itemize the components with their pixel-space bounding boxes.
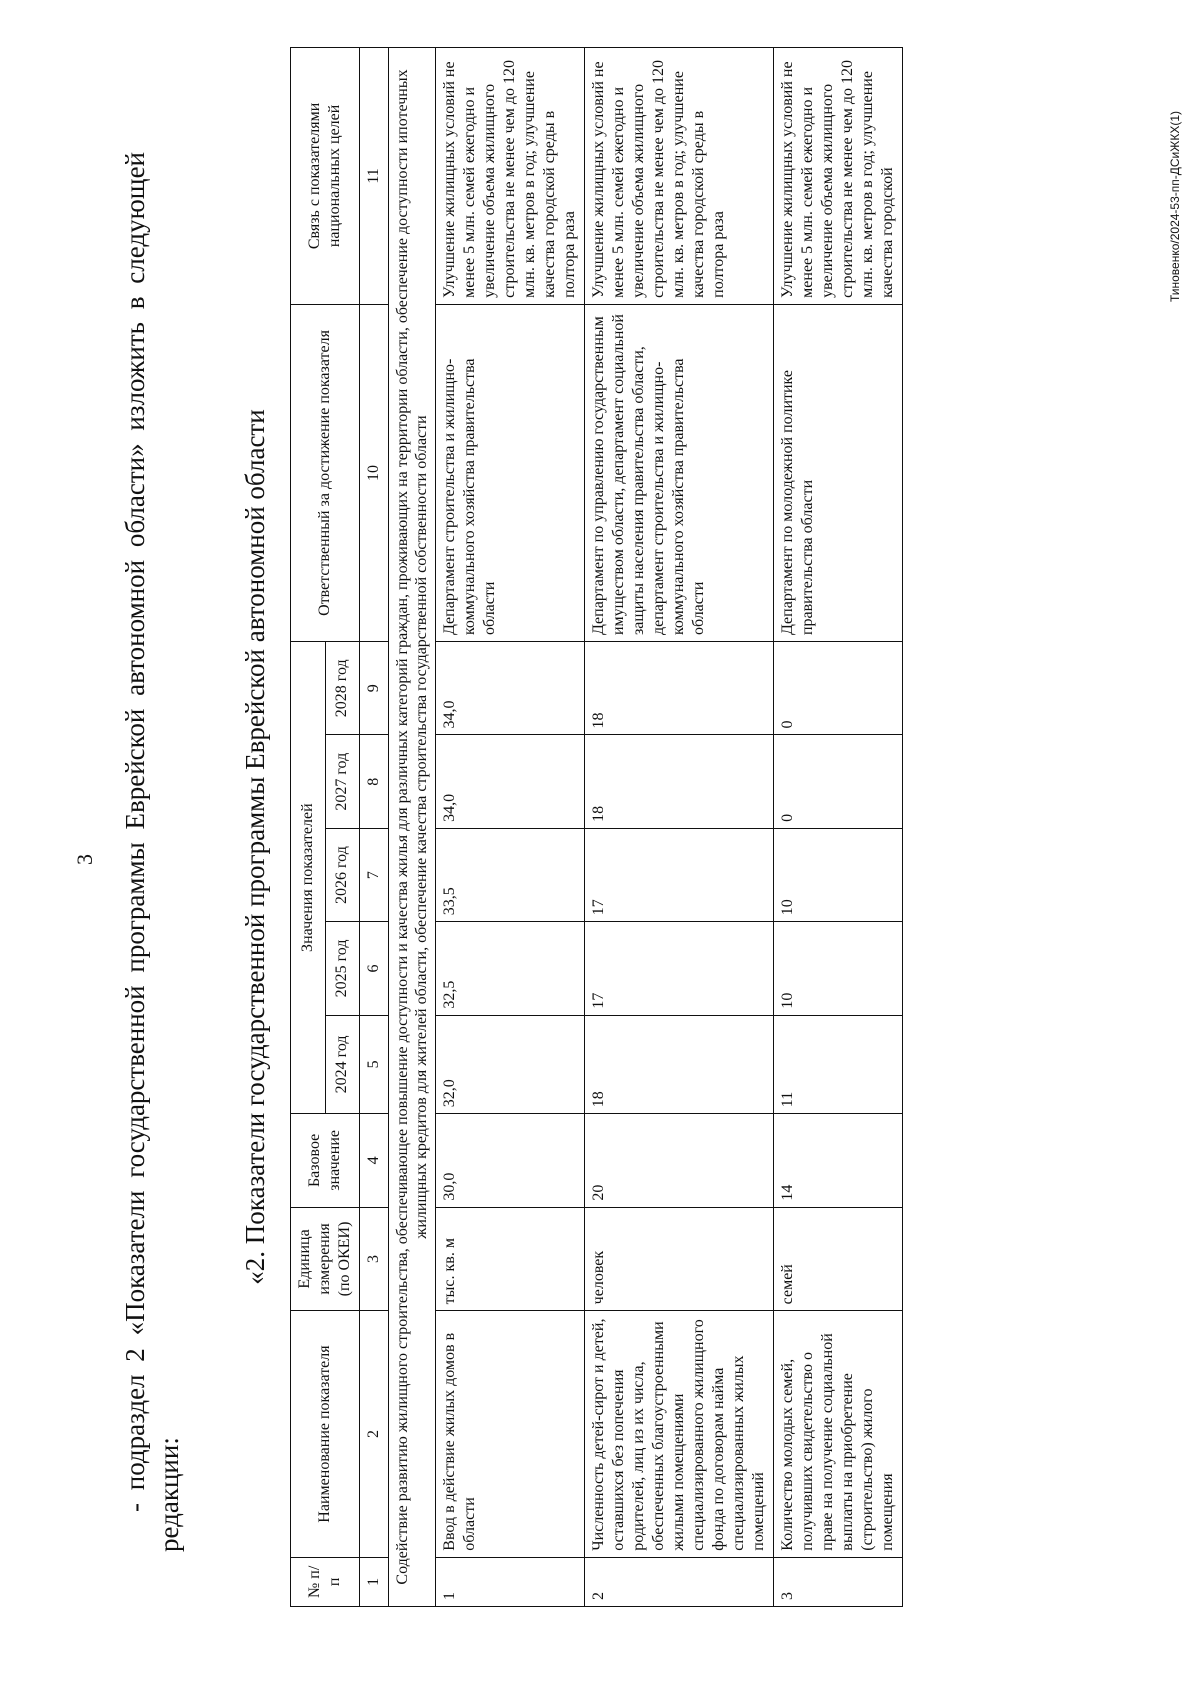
row-value-2028: 34,0 (436, 642, 585, 735)
row-national-goal-link: Улучшение жилищных условий не менее 5 млн. семей ежегодно и увеличение объема жилищного строительства не менее чем до 120 млн. кв. метров в год; улучшение качества городской среды в полтора раза (436, 48, 585, 305)
row-value-2026: 33,5 (436, 828, 585, 921)
row-value-2028: 0 (774, 642, 903, 735)
intro-paragraph: - подраздел 2 «Показатели государственной программы Еврейской автономной области» изложить в следующей редакции: (120, 152, 184, 1552)
header-year-2025: 2025 год (325, 922, 360, 1015)
page-number: 3 (72, 854, 97, 865)
table-row (585, 48, 774, 1607)
row-value-2025: 17 (585, 922, 774, 1015)
header-year-2027: 2027 год (325, 735, 360, 828)
row-unit: семей (774, 1207, 903, 1311)
header-row-1 (291, 48, 326, 1607)
column-number: 10 (360, 304, 389, 641)
column-number: 1 (360, 1557, 389, 1606)
row-base-value: 20 (585, 1114, 774, 1207)
header-unit: Единица измерения (по ОКЕИ) (291, 1207, 360, 1311)
row-indicator-name: Численность детей-сирот и детей, оставшихся без попечения родителей, лиц из их числа, обеспеченных благоустроенными жилыми помещениями специализированного жилищного фонда по договорам найма специализированных жилых помещений (585, 1311, 774, 1557)
row-base-value: 14 (774, 1114, 903, 1207)
header-num: № п/п (291, 1557, 360, 1606)
column-number-row (360, 48, 389, 1607)
column-number: 3 (360, 1207, 389, 1311)
row-value-2025: 10 (774, 922, 903, 1015)
row-national-goal-link: Улучшение жилищных условий не менее 5 млн. семей ежегодно и увеличение объема жилищного строительства не менее чем до 120 млн. кв. метров в год; улучшение качества городской (774, 48, 903, 305)
row-unit: тыс. кв. м (436, 1207, 585, 1311)
header-year-2028: 2028 год (325, 642, 360, 735)
header-year-2024: 2024 год (325, 1015, 360, 1114)
row-num: 3 (774, 1557, 903, 1606)
row-num: 2 (585, 1557, 774, 1606)
header-base: Базовое значение (291, 1114, 360, 1207)
header-year-2026: 2026 год (325, 828, 360, 921)
header-name: Наименование показателя (291, 1311, 360, 1557)
row-value-2026: 10 (774, 828, 903, 921)
row-value-2026: 17 (585, 828, 774, 921)
row-responsible: Департамент строительства и жилищно-коммунального хозяйства правительства области (436, 304, 585, 641)
column-number: 2 (360, 1311, 389, 1557)
row-indicator-name: Количество молодых семей, получивших свидетельство о праве на получение социальной выплаты на приобретение (строительство) жилого помещения (774, 1311, 903, 1557)
goal-row (389, 48, 436, 1607)
row-indicator-name: Ввод в действие жилых домов в области (436, 1311, 585, 1557)
column-number: 6 (360, 922, 389, 1015)
table-title: «2. Показатели государственной программы Еврейской автономной области (240, 409, 270, 1285)
goal-text: Содействие развитию жилищного строительства, обеспечивающее повышение доступности и качества жилья для различных категорий граждан, проживающих на территории области, обеспечение доступности ипотечных жилищных кредитов для жителей области, обеспечение качества строительства государственной собственности области (389, 48, 436, 1607)
column-number: 8 (360, 735, 389, 828)
row-responsible: Департамент по управлению государственным имуществом области, департамент социальной защиты населения правительства области, департамент строительства и жилищно-коммунального хозяйства правительства области (585, 304, 774, 641)
row-base-value: 30,0 (436, 1114, 585, 1207)
table-row (774, 48, 903, 1607)
row-value-2028: 18 (585, 642, 774, 735)
column-number: 11 (360, 48, 389, 305)
indicators-table (290, 47, 903, 1607)
header-responsible: Ответственный за достижение показателя (291, 304, 360, 641)
header-link: Связь с показателями национальных целей (291, 48, 360, 305)
column-number: 7 (360, 828, 389, 921)
document-code: Тиновенко/2024-53-пп-ДСиЖКХ(1) (1168, 110, 1182, 302)
column-number: 9 (360, 642, 389, 735)
column-number: 5 (360, 1015, 389, 1114)
row-value-2024: 11 (774, 1015, 903, 1114)
row-value-2024: 18 (585, 1015, 774, 1114)
row-value-2027: 0 (774, 735, 903, 828)
row-value-2027: 34,0 (436, 735, 585, 828)
header-values-group: Значения показателей (291, 642, 326, 1114)
row-value-2027: 18 (585, 735, 774, 828)
column-number: 4 (360, 1114, 389, 1207)
row-national-goal-link: Улучшение жилищных условий не менее 5 млн. семей ежегодно и увеличение объема жилищного строительства не менее чем до 120 млн. кв. метров в год; улучшение качества городской среды в полтора раза (585, 48, 774, 305)
row-unit: человек (585, 1207, 774, 1311)
row-num: 1 (436, 1557, 585, 1606)
row-responsible: Департамент по молодежной политике правительства области (774, 304, 903, 641)
table-row (436, 48, 585, 1607)
row-value-2024: 32,0 (436, 1015, 585, 1114)
row-value-2025: 32,5 (436, 922, 585, 1015)
